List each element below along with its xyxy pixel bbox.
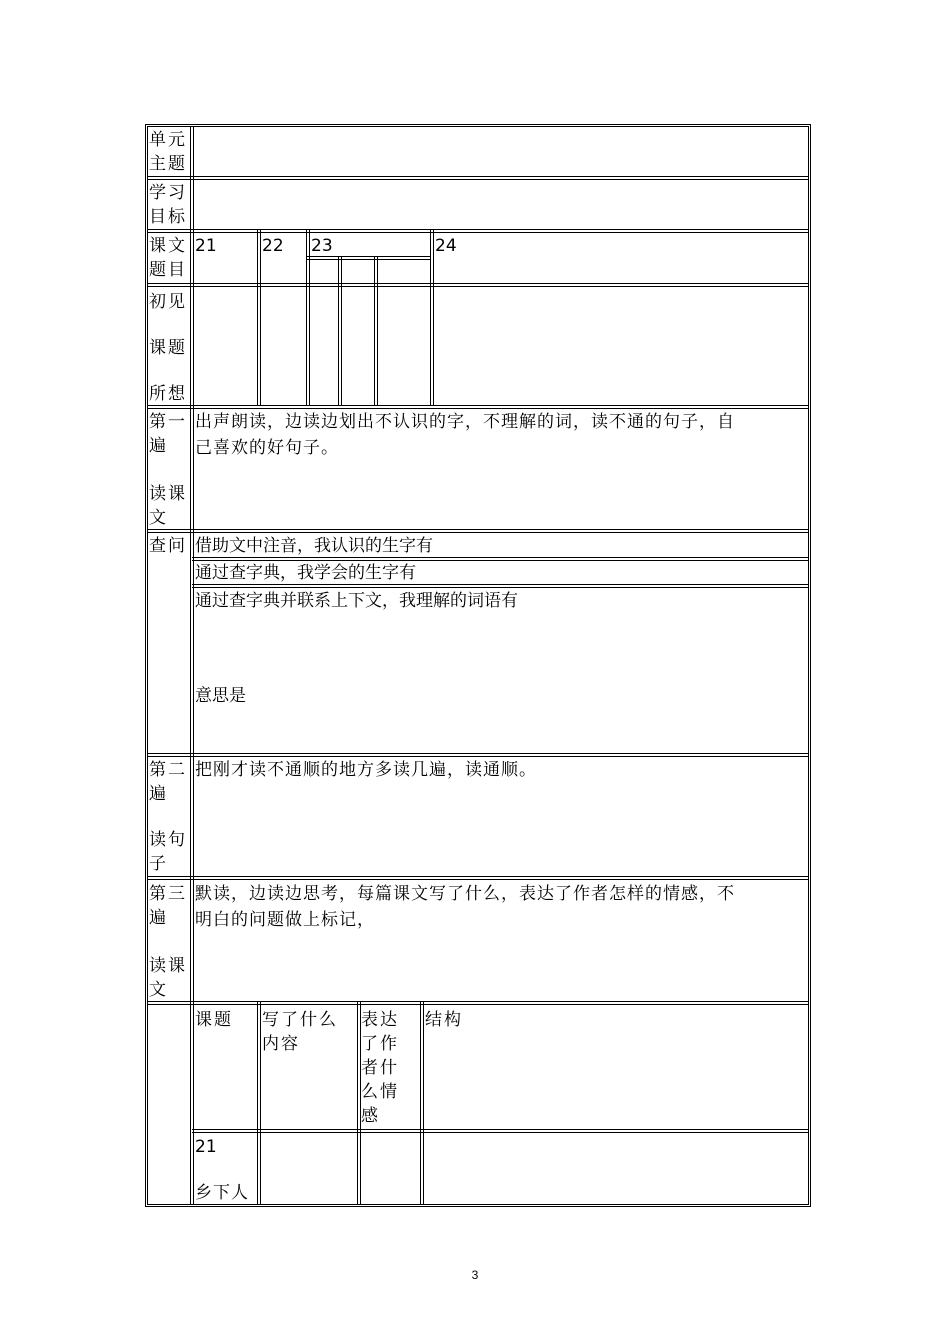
row-divider	[147, 529, 809, 533]
lookup-label: 查问	[149, 536, 187, 556]
label-column-divider	[190, 126, 194, 1205]
third-read-label-4: 文	[149, 980, 168, 1000]
second-read-label-2: 遍	[149, 784, 168, 804]
header-line: 内容	[262, 1034, 300, 1054]
column-divider	[257, 230, 261, 406]
label-line: 单元	[149, 130, 187, 150]
lookup-known-characters: 借助文中注音，我认识的生字有	[195, 536, 433, 556]
summary-header-emotion	[361, 1008, 405, 1128]
first-impression-label-2: 课题	[149, 338, 187, 358]
second-read-instruction: 把刚才读不通顺的地方多读几遍，读通顺。	[195, 760, 537, 780]
third-read-label-2: 遍	[149, 908, 168, 928]
lookup-understood-words: 通过查字典并联系上下文，我理解的词语有	[195, 591, 518, 611]
second-read-label-4: 子	[149, 854, 168, 874]
label-line: 学习	[149, 183, 187, 203]
first-read-label-1: 第一	[149, 412, 187, 432]
page-number: 3	[471, 1268, 479, 1282]
lesson-number-23: 23	[311, 236, 333, 256]
lesson-number-21: 21	[195, 236, 217, 256]
row-divider	[147, 229, 809, 233]
header-line: 感	[361, 1106, 380, 1126]
third-read-instruction	[195, 881, 807, 933]
label-line: 主题	[149, 154, 187, 174]
column-divider	[257, 1002, 261, 1205]
lesson-titles-label	[149, 234, 193, 282]
third-read-label-1: 第三	[149, 884, 187, 904]
label-line: 题目	[149, 260, 187, 280]
first-read-label-3: 读课	[149, 484, 187, 504]
header-line: 写了什么	[262, 1010, 338, 1030]
summary-header-structure: 结构	[425, 1010, 463, 1030]
header-line: 么情	[361, 1082, 399, 1102]
first-read-instruction	[195, 409, 807, 461]
second-read-label-3: 读句	[149, 830, 187, 850]
learning-goal-label	[149, 181, 193, 229]
summary-header-content	[262, 1008, 352, 1056]
instruction-line: 明白的问题做上标记，	[195, 910, 375, 930]
row-divider	[147, 753, 809, 757]
instruction-line: 默读，边读边思考，每篇课文写了什么，表达了作者怎样的情感，不	[195, 884, 735, 904]
header-line: 表达	[361, 1010, 399, 1030]
third-read-label-3: 读课	[149, 956, 187, 976]
first-read-label-4: 文	[149, 508, 168, 528]
row-divider	[147, 876, 809, 880]
row-divider	[147, 176, 809, 180]
column-divider	[374, 256, 378, 406]
row-divider	[147, 1001, 809, 1005]
column-divider	[420, 1002, 424, 1205]
first-impression-label-1: 初见	[149, 292, 187, 312]
lookup-learned-characters: 通过查字典，我学会的生字有	[195, 563, 416, 583]
unit-theme-label	[149, 128, 193, 176]
lookup-meaning: 意思是	[195, 686, 246, 706]
first-read-label-2: 遍	[149, 436, 168, 456]
instruction-line: 己喜欢的好句子。	[195, 438, 339, 458]
label-line: 目标	[149, 207, 187, 227]
header-line: 者什	[361, 1058, 399, 1078]
row-divider	[192, 1129, 809, 1133]
instruction-line: 出声朗读，边读边划出不认识的字，不理解的词，读不通的句子，自	[195, 412, 735, 432]
lesson-number-22: 22	[262, 236, 284, 256]
lesson-number-24: 24	[435, 236, 457, 256]
second-read-label-1: 第二	[149, 760, 187, 780]
row-divider	[147, 283, 809, 287]
header-line: 了作	[361, 1034, 399, 1054]
summary-row-number: 21	[195, 1137, 217, 1157]
first-impression-label-3: 所想	[149, 384, 187, 404]
label-line: 课文	[149, 236, 187, 256]
summary-row-title: 乡下人	[195, 1183, 249, 1203]
column-divider	[338, 256, 342, 406]
summary-header-title: 课题	[195, 1010, 233, 1030]
